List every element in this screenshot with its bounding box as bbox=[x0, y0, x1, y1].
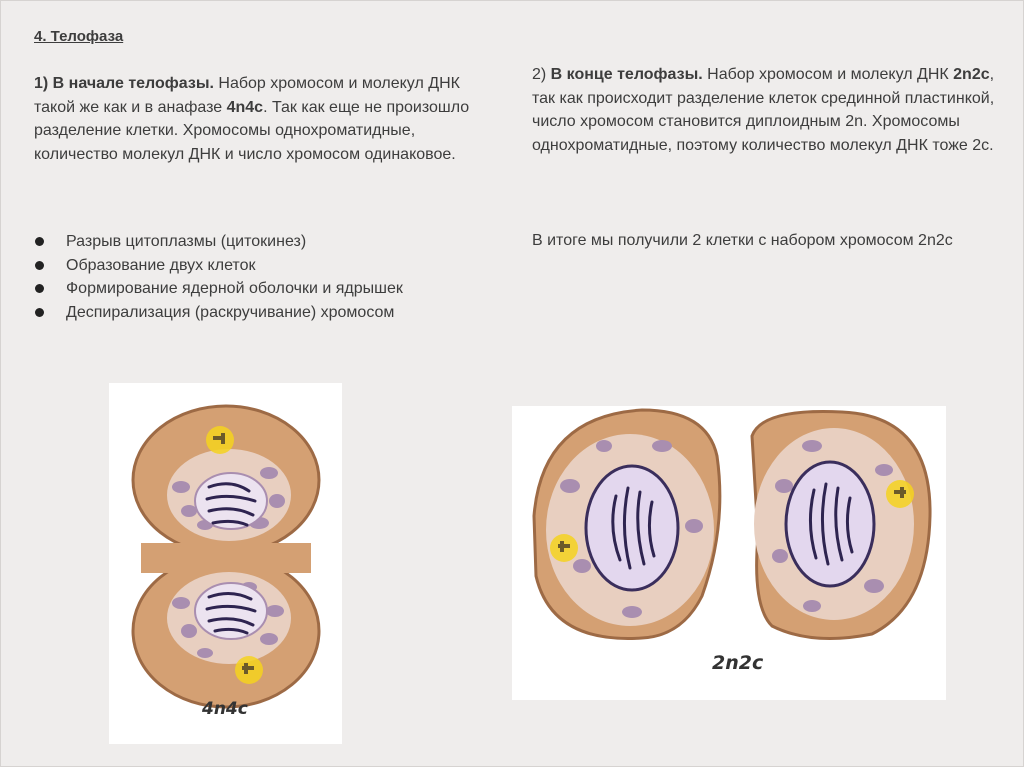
centrosome-icon bbox=[550, 534, 578, 562]
bullet-list bbox=[34, 230, 484, 324]
bullet-dot-icon bbox=[35, 284, 44, 293]
early-telophase-illustration bbox=[109, 383, 342, 744]
late-telophase-label: 2n2c bbox=[712, 652, 764, 674]
bullet-dot-icon bbox=[35, 308, 44, 317]
bullet-item: Деспирализация (раскручивание) хромосом bbox=[34, 301, 484, 325]
bullet-item: Образование двух клеток bbox=[34, 254, 484, 278]
early-telophase-label: 4n4c bbox=[202, 699, 248, 719]
left-text-2: . Так как еще не произошло разделение клетки. Хромосомы однохроматидные, количество молекул ДНК и число хромосом одинаковое. bbox=[34, 98, 470, 163]
right-paragraph: 2) В конце телофазы. Набор хромосом и молекул ДНК 2n2c, так как происходит разделение клеток срединной пластинкой, число хромосом становится диплоидным 2n. Хромосомы однохроматидные, поэтому количество молекул ДНК тоже 2c. bbox=[532, 66, 995, 154]
left-lead: 1) В начале телофазы. bbox=[34, 75, 214, 92]
summary-paragraph: В итоге мы получили 2 клетки с набором хромосом 2n2c bbox=[532, 232, 953, 249]
centrosome-icon bbox=[235, 656, 263, 684]
centrosome-icon bbox=[206, 426, 234, 454]
right-text-2: , так как происходит разделение клеток срединной пластинкой, число хромосом становится диплоидным 2n. Хромосомы однохроматидные, поэтому количество молекул ДНК тоже 2c. bbox=[532, 66, 995, 154]
right-text-1: Набор хромосом и молекул ДНК bbox=[702, 66, 954, 83]
right-formula: 2n2c bbox=[953, 66, 990, 83]
left-text-1: Набор хромосом и молекул ДНК такой же как и в анафазе bbox=[34, 75, 460, 116]
left-formula: 4n4c bbox=[226, 98, 264, 116]
right-lead: В конце телофазы. bbox=[550, 66, 703, 83]
centrosome-icon bbox=[886, 480, 914, 508]
late-telophase-figure bbox=[512, 406, 946, 700]
bullet-dot-icon bbox=[35, 237, 44, 246]
early-telophase-figure bbox=[109, 383, 342, 744]
bullet-item: Формирование ядерной оболочки и ядрышек bbox=[34, 277, 484, 301]
left-paragraph bbox=[34, 72, 484, 166]
bullet-dot-icon bbox=[35, 261, 44, 270]
slide-title: 4. Телофаза bbox=[34, 28, 124, 45]
bullet-item: Разрыв цитоплазмы (цитокинез) bbox=[34, 230, 484, 254]
